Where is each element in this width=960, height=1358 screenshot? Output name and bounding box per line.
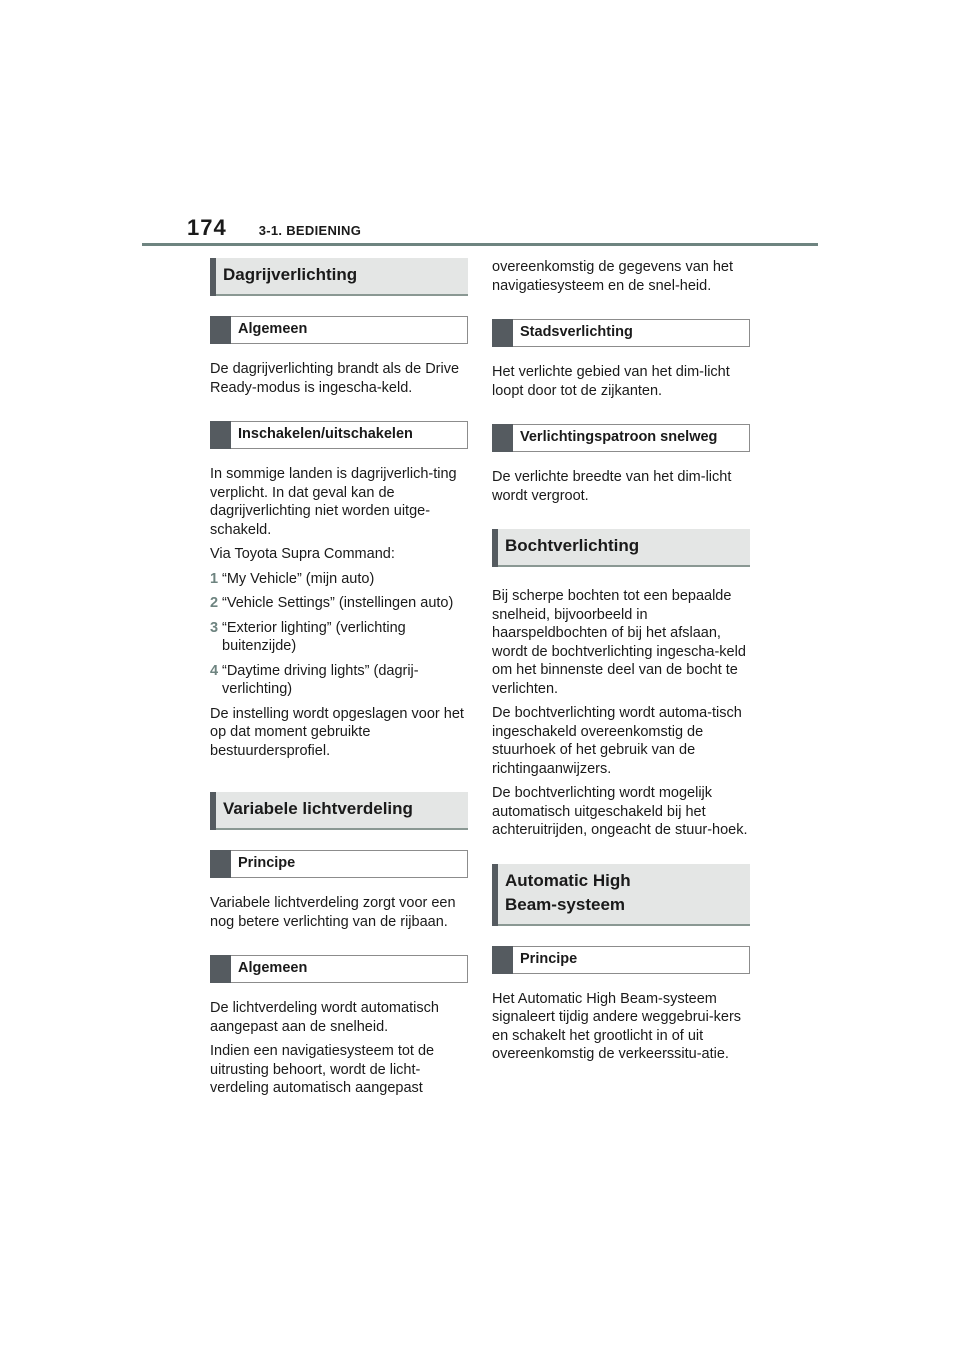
list-item bbox=[210, 594, 468, 613]
list-item bbox=[210, 570, 468, 589]
step-text: “Exterior lighting” (verlichting buitenzijde) bbox=[222, 619, 406, 654]
heading-automatic-high-beam bbox=[492, 864, 750, 926]
paragraph: De bochtverlichting wordt automa-tisch ingeschakeld overeenkomstig de stuurhoek of het gebruik van de richtingaanwijzers. bbox=[492, 705, 742, 777]
list-item bbox=[210, 619, 468, 656]
heading-bochtverlichting: Bochtverlichting bbox=[492, 529, 750, 567]
paragraph: Variabele lichtverdeling zorgt voor een nog betere verlichting van de rijbaan. bbox=[210, 895, 456, 930]
section-reference: 3-1. BEDIENING bbox=[258, 223, 362, 238]
paragraph: Indien een navigatiesysteem tot de uitrusting behoort, wordt de licht-verdeling automatisch aangepast bbox=[210, 1043, 435, 1096]
paragraph: In sommige landen is dagrijverlich-ting verplicht. In dat geval kan de dagrijverlichting niet worden uitge-schakeld. bbox=[210, 466, 457, 538]
left-column bbox=[210, 258, 468, 1104]
paragraph: overeenkomstig de gegevens van het navigatiesysteem en de snel-heid. bbox=[492, 259, 734, 294]
heading-line: Automatic High bbox=[505, 870, 631, 890]
step-number: 2 bbox=[210, 595, 219, 611]
subheading-inschakelen: Inschakelen/uitschakelen bbox=[210, 421, 468, 449]
paragraph: Het verlichte gebied van het dim-licht loopt door tot de zijkanten. bbox=[492, 364, 730, 399]
page-number: 174 bbox=[187, 215, 227, 240]
paragraph: Via Toyota Supra Command: bbox=[210, 546, 395, 562]
paragraph: Bij scherpe bochten tot een bepaalde snelheid, bijvoorbeeld in haarspeldbochten of bij het afslaan, wordt de bochtverlichting ingescha-keld om het binnenste deel van de bocht te verlichten. bbox=[492, 588, 746, 697]
paragraph: De lichtverdeling wordt automatisch aangepast aan de snelheid. bbox=[210, 1000, 439, 1035]
step-number: 4 bbox=[210, 662, 219, 679]
step-text: “My Vehicle” (mijn auto) bbox=[222, 570, 375, 587]
subheading-verlichtingspatroon-snelweg: Verlichtingspatroon snelweg bbox=[492, 424, 750, 452]
step-text: “Daytime driving lights” (dagrij-verlichting) bbox=[222, 662, 419, 697]
paragraph: De verlichte breedte van het dim-licht wordt vergroot. bbox=[492, 469, 732, 504]
heading-variabele-lichtverdeling: Variabele lichtverdeling bbox=[210, 792, 468, 830]
subheading-stadsverlichting: Stadsverlichting bbox=[492, 319, 750, 347]
heading-line: Beam-systeem bbox=[505, 894, 626, 914]
heading-dagrijverlichting: Dagrijverlichting bbox=[210, 258, 468, 296]
step-text: “Vehicle Settings” (instellingen auto) bbox=[222, 595, 454, 611]
paragraph: De instelling wordt opgeslagen voor het op dat moment gebruikte bestuurdersprofiel. bbox=[210, 705, 464, 759]
subheading-algemeen: Algemeen bbox=[210, 955, 468, 983]
step-list bbox=[210, 570, 468, 699]
paragraph: De dagrijverlichting brandt als de Drive Ready-modus is ingescha-keld. bbox=[210, 361, 460, 396]
header-divider bbox=[142, 243, 818, 246]
page-header bbox=[187, 215, 361, 241]
right-column bbox=[492, 258, 750, 1070]
step-number: 3 bbox=[210, 619, 219, 636]
paragraph: De bochtverlichting wordt mogelijk automatisch uitgeschakeld bij het achteruitrijden, ongeacht de stuur-hoek. bbox=[492, 785, 748, 838]
subheading-principe: Principe bbox=[492, 946, 750, 974]
subheading-algemeen: Algemeen bbox=[210, 316, 468, 344]
list-item bbox=[210, 662, 468, 699]
subheading-principe: Principe bbox=[210, 850, 468, 878]
step-number: 1 bbox=[210, 570, 219, 587]
paragraph: Het Automatic High Beam-systeem signaleert tijdig andere weggebrui-kers en schakelt het grootlicht in of uit overeenkomstig de verkeerssitu-atie. bbox=[492, 990, 742, 1062]
